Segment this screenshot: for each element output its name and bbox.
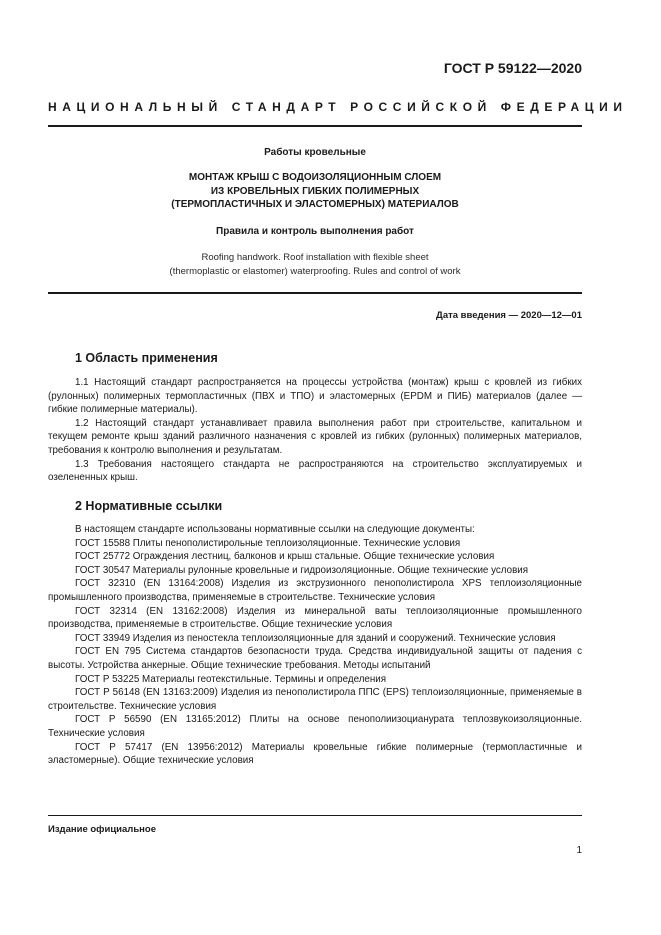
page-number: 1: [576, 845, 582, 856]
section-heading-references: 2 Нормативные ссылки: [75, 499, 223, 513]
main-title-line: МОНТАЖ КРЫШ С ВОДОИЗОЛЯЦИОННЫМ СЛОЕМ: [188, 172, 442, 183]
reference-item: ГОСТ 32310 (EN 13164:2008) Изделия из экструзионного пенополистирола XPS теплоизоляционные промышленного производства, применяемые в строительстве. Технические условия: [48, 578, 582, 603]
english-title-line: (thermoplastic or elastomer) waterproofing. Rules and control of work: [169, 266, 461, 277]
references-text: [48, 523, 582, 768]
reference-item: ГОСТ Р 53225 Материалы геотекстильные. Термины и определения: [75, 673, 387, 685]
scope-paragraph: 1.2 Настоящий стандарт устанавливает правила выполнения работ при строительстве, капитальном и текущем ремонте крыш зданий различного назначения с кровлей из гибких (рулонных) полимерных материалов, требования к контролю выполнения и результатам.: [48, 417, 582, 456]
reference-item: ГОСТ 30547 Материалы рулонные кровельные и гидроизоляционные. Общие технические условия: [75, 564, 529, 576]
reference-item: ГОСТ 33949 Изделия из пеностекла теплоизоляционные для зданий и сооружений. Технические условия: [75, 632, 556, 644]
national-standard-heading: НАЦИОНАЛЬНЫЙ СТАНДАРТ РОССИЙСКОЙ ФЕДЕРАЦИИ: [48, 100, 628, 114]
scope-paragraph: 1.3 Требования настоящего стандарта не распространяются на строительство эксплуатируемых и озелененных крыш.: [48, 458, 582, 484]
reference-item: ГОСТ 15588 Плиты пенополистирольные теплоизоляционные. Технические условия: [75, 537, 461, 549]
references-intro: В настоящем стандарте использованы нормативные ссылки на следующие документы:: [75, 524, 475, 535]
standard-number: ГОСТ Р 59122—2020: [443, 60, 582, 76]
reference-item: ГОСТ Р 57417 (EN 13956:2012) Материалы кровельные гибкие полимерные (термопластичные и эластомерные). Общие технические условия: [48, 741, 582, 767]
title-group: Работы кровельные: [264, 147, 366, 158]
main-title: [48, 171, 582, 212]
scope-text: [48, 376, 582, 485]
top-divider: [48, 125, 582, 127]
official-edition-label: Издание официальное: [48, 824, 156, 835]
reference-item: ГОСТ Р 56148 (EN 13163:2009) Изделия из пенополистирола ППС (EPS) теплоизоляционные, применяемые в строительстве. Технические условия: [48, 687, 582, 712]
footer-divider: [48, 815, 582, 816]
english-title-line: Roofing handwork. Roof installation with flexible sheet: [201, 252, 429, 263]
section-heading-scope: 1 Область применения: [75, 351, 218, 365]
main-title-line: (ТЕРМОПЛАСТИЧНЫХ И ЭЛАСТОМЕРНЫХ) МАТЕРИАЛОВ: [171, 199, 459, 210]
english-title: [48, 251, 582, 279]
reference-item: ГОСТ EN 795 Система стандартов безопасности труда. Средства индивидуальной защиты от падения с высоты. Устройства анкерные. Общие технические требования. Методы испытаний: [48, 646, 582, 671]
reference-item: ГОСТ 25772 Ограждения лестниц, балконов и крыш стальные. Общие технические условия: [75, 551, 495, 563]
reference-item: ГОСТ 32314 (EN 13162:2008) Изделия из минеральной ваты теплоизоляционные промышленного производства, применяемые в строительстве. Общие технические условия: [48, 605, 582, 631]
main-title-line: ИЗ КРОВЕЛЬНЫХ ГИБКИХ ПОЛИМЕРНЫХ: [210, 185, 420, 197]
reference-item: ГОСТ Р 56590 (EN 13165:2012) Плиты на основе пенополиизоцианурата теплозвукоизоляционные. Технические условия: [48, 714, 582, 739]
subtitle: Правила и контроль выполнения работ: [216, 226, 414, 237]
introduction-date: Дата введения — 2020—12—01: [436, 310, 582, 321]
title-divider: [48, 292, 582, 294]
scope-paragraph: 1.1 Настоящий стандарт распространяется на процессы устройства (монтаж) крыш с кровлей из гибких (рулонных) полимерных термопластичных (ПВХ и ТПО) и эластомерных (EPDM и ПИБ) материалов (далее — гибкие полимерные материалы).: [48, 377, 582, 416]
